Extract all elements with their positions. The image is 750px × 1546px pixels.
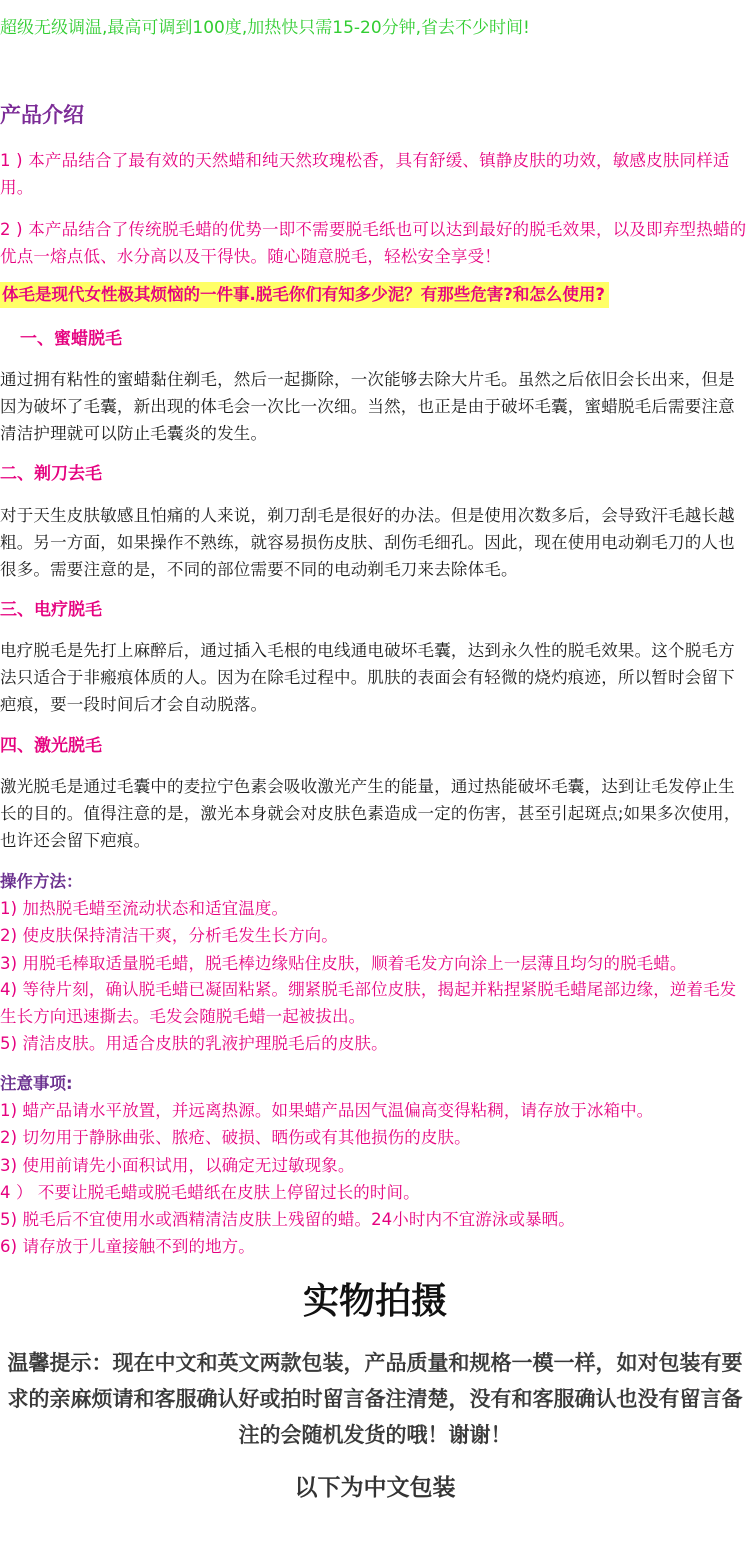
packaging-notice: 温馨提示：现在中文和英文两款包装，产品质量和规格一模一样，如对包装有要求的亲麻烦请和客服确认好或拍时留言备注清楚，没有和客服确认也没有留言备注的会随机发货的哦！谢谢！ — [7, 1351, 743, 1447]
feature-banner-text: 超级无级调温,最高可调到100度,加热快只需15-20分钟,省去不少时间! — [0, 18, 530, 38]
intro-paragraph-1: 1 ) 本产品结合了最有效的天然蜡和纯天然玫瑰松香，具有舒缓、镇静皮肤的功效，敏感皮肤同样适用。 — [0, 151, 730, 197]
question-text: 体毛是现代女性极其烦恼的一件事.脱毛你们有知多少泥？有那些危害?和怎么使用? — [0, 282, 609, 308]
question-highlight — [0, 282, 609, 308]
operation-step-3: 3) 用脱毛棒取适量脱毛蜡，脱毛棒边缘贴住皮肤，顺着毛发方向涂上一层薄且均匀的脱毛蜡。 — [0, 954, 687, 973]
intro-paragraph-2: 2 ) 本产品结合了传统脱毛蜡的优势一即不需要脱毛纸也可以达到最好的脱毛效果，以及即弃型热蜡的优点一熔点低、水分高以及干得快。随心随意脱毛，轻松安全享受！ — [0, 220, 747, 266]
note-item-6: 6) 请存放于儿童接触不到的地方。 — [0, 1237, 255, 1256]
intro-title: 产品介绍 — [0, 103, 84, 127]
note-item-5: 5) 脱毛后不宜使用水或酒精清洁皮肤上残留的蜡。24小时内不宜游泳或暴晒。 — [0, 1210, 575, 1229]
operation-title: 操作方法： — [0, 872, 83, 891]
method-4-body: 激光脱毛是通过毛囊中的麦拉宁色素会吸收激光产生的能量，通过热能破坏毛囊，达到让毛发停止生长的目的。值得注意的是，激光本身就会对皮肤色素造成一定的伤害，甚至引起斑点;如果多次使用，也许还会留下疤痕。 — [0, 777, 741, 850]
method-1-body: 通过拥有粘性的蜜蜡黏住剃毛，然后一起撕除，一次能够去除大片毛。虽然之后依旧会长出来，但是因为破坏了毛囊，新出现的体毛会一次比一次细。当然，也正是由于破坏毛囊，蜜蜡脱毛后需要注意清洁护理就可以防止毛囊炎的发生。 — [0, 370, 735, 443]
chinese-packaging-label: 以下为中文包装 — [294, 1475, 456, 1501]
method-2-title: 二、剃刀去毛 — [0, 464, 102, 484]
method-2-body: 对于天生皮肤敏感且怕痛的人来说，剃刀刮毛是很好的办法。但是使用次数多后，会导致汗毛越长越粗。另一方面，如果操作不熟练，就容易损伤皮肤、刮伤毛细孔。因此，现在使用电动剃毛刀的人也很多。需要注意的是，不同的部位需要不同的电动剃毛刀来去除体毛。 — [0, 506, 735, 579]
method-4-title: 四、激光脱毛 — [0, 736, 102, 756]
operation-step-5: 5) 清洁皮肤。用适合皮肤的乳液护理脱毛后的皮肤。 — [0, 1034, 388, 1053]
operation-step-2: 2) 使皮肤保持清洁干爽，分析毛发生长方向。 — [0, 926, 338, 945]
notes-title: 注意事项: — [0, 1074, 73, 1093]
method-1-title: 一、蜜蜡脱毛 — [20, 329, 122, 349]
note-item-1: 1) 蜡产品请水平放置，并远离热源。如果蜡产品因气温偏高变得粘稠，请存放于冰箱中。 — [0, 1101, 654, 1120]
note-item-4: 4 ） 不要让脱毛蜡或脱毛蜡纸在皮肤上停留过长的时间。 — [0, 1183, 420, 1202]
method-3-body: 电疗脱毛是先打上麻醉后，通过插入毛根的电线通电破坏毛囊，达到永久性的脱毛效果。这个脱毛方法只适合于非瘢痕体质的人。因为在除毛过程中。肌肤的表面会有轻微的烧灼痕迹，所以暂时会留下疤痕，要一段时间后才会自动脱落。 — [0, 641, 735, 714]
note-item-2: 2) 切勿用于静脉曲张、脓疮、破损、晒伤或有其他损伤的皮肤。 — [0, 1128, 471, 1147]
operation-step-1: 1) 加热脱毛蜡至流动状态和适宜温度。 — [0, 899, 289, 918]
operation-step-4: 4) 等待片刻，确认脱毛蜡已凝固粘紧。绷紧脱毛部位皮肤，揭起并粘捏紧脱毛蜡尾部边缘，逆着毛发生长方向迅速撕去。毛发会随脱毛蜡一起被拔出。 — [0, 980, 737, 1026]
note-item-3: 3) 使用前请先小面积试用，以确定无过敏现象。 — [0, 1156, 355, 1175]
method-3-title: 三、电疗脱毛 — [0, 600, 102, 620]
photo-section-title: 实物拍摄 — [302, 1281, 447, 1322]
